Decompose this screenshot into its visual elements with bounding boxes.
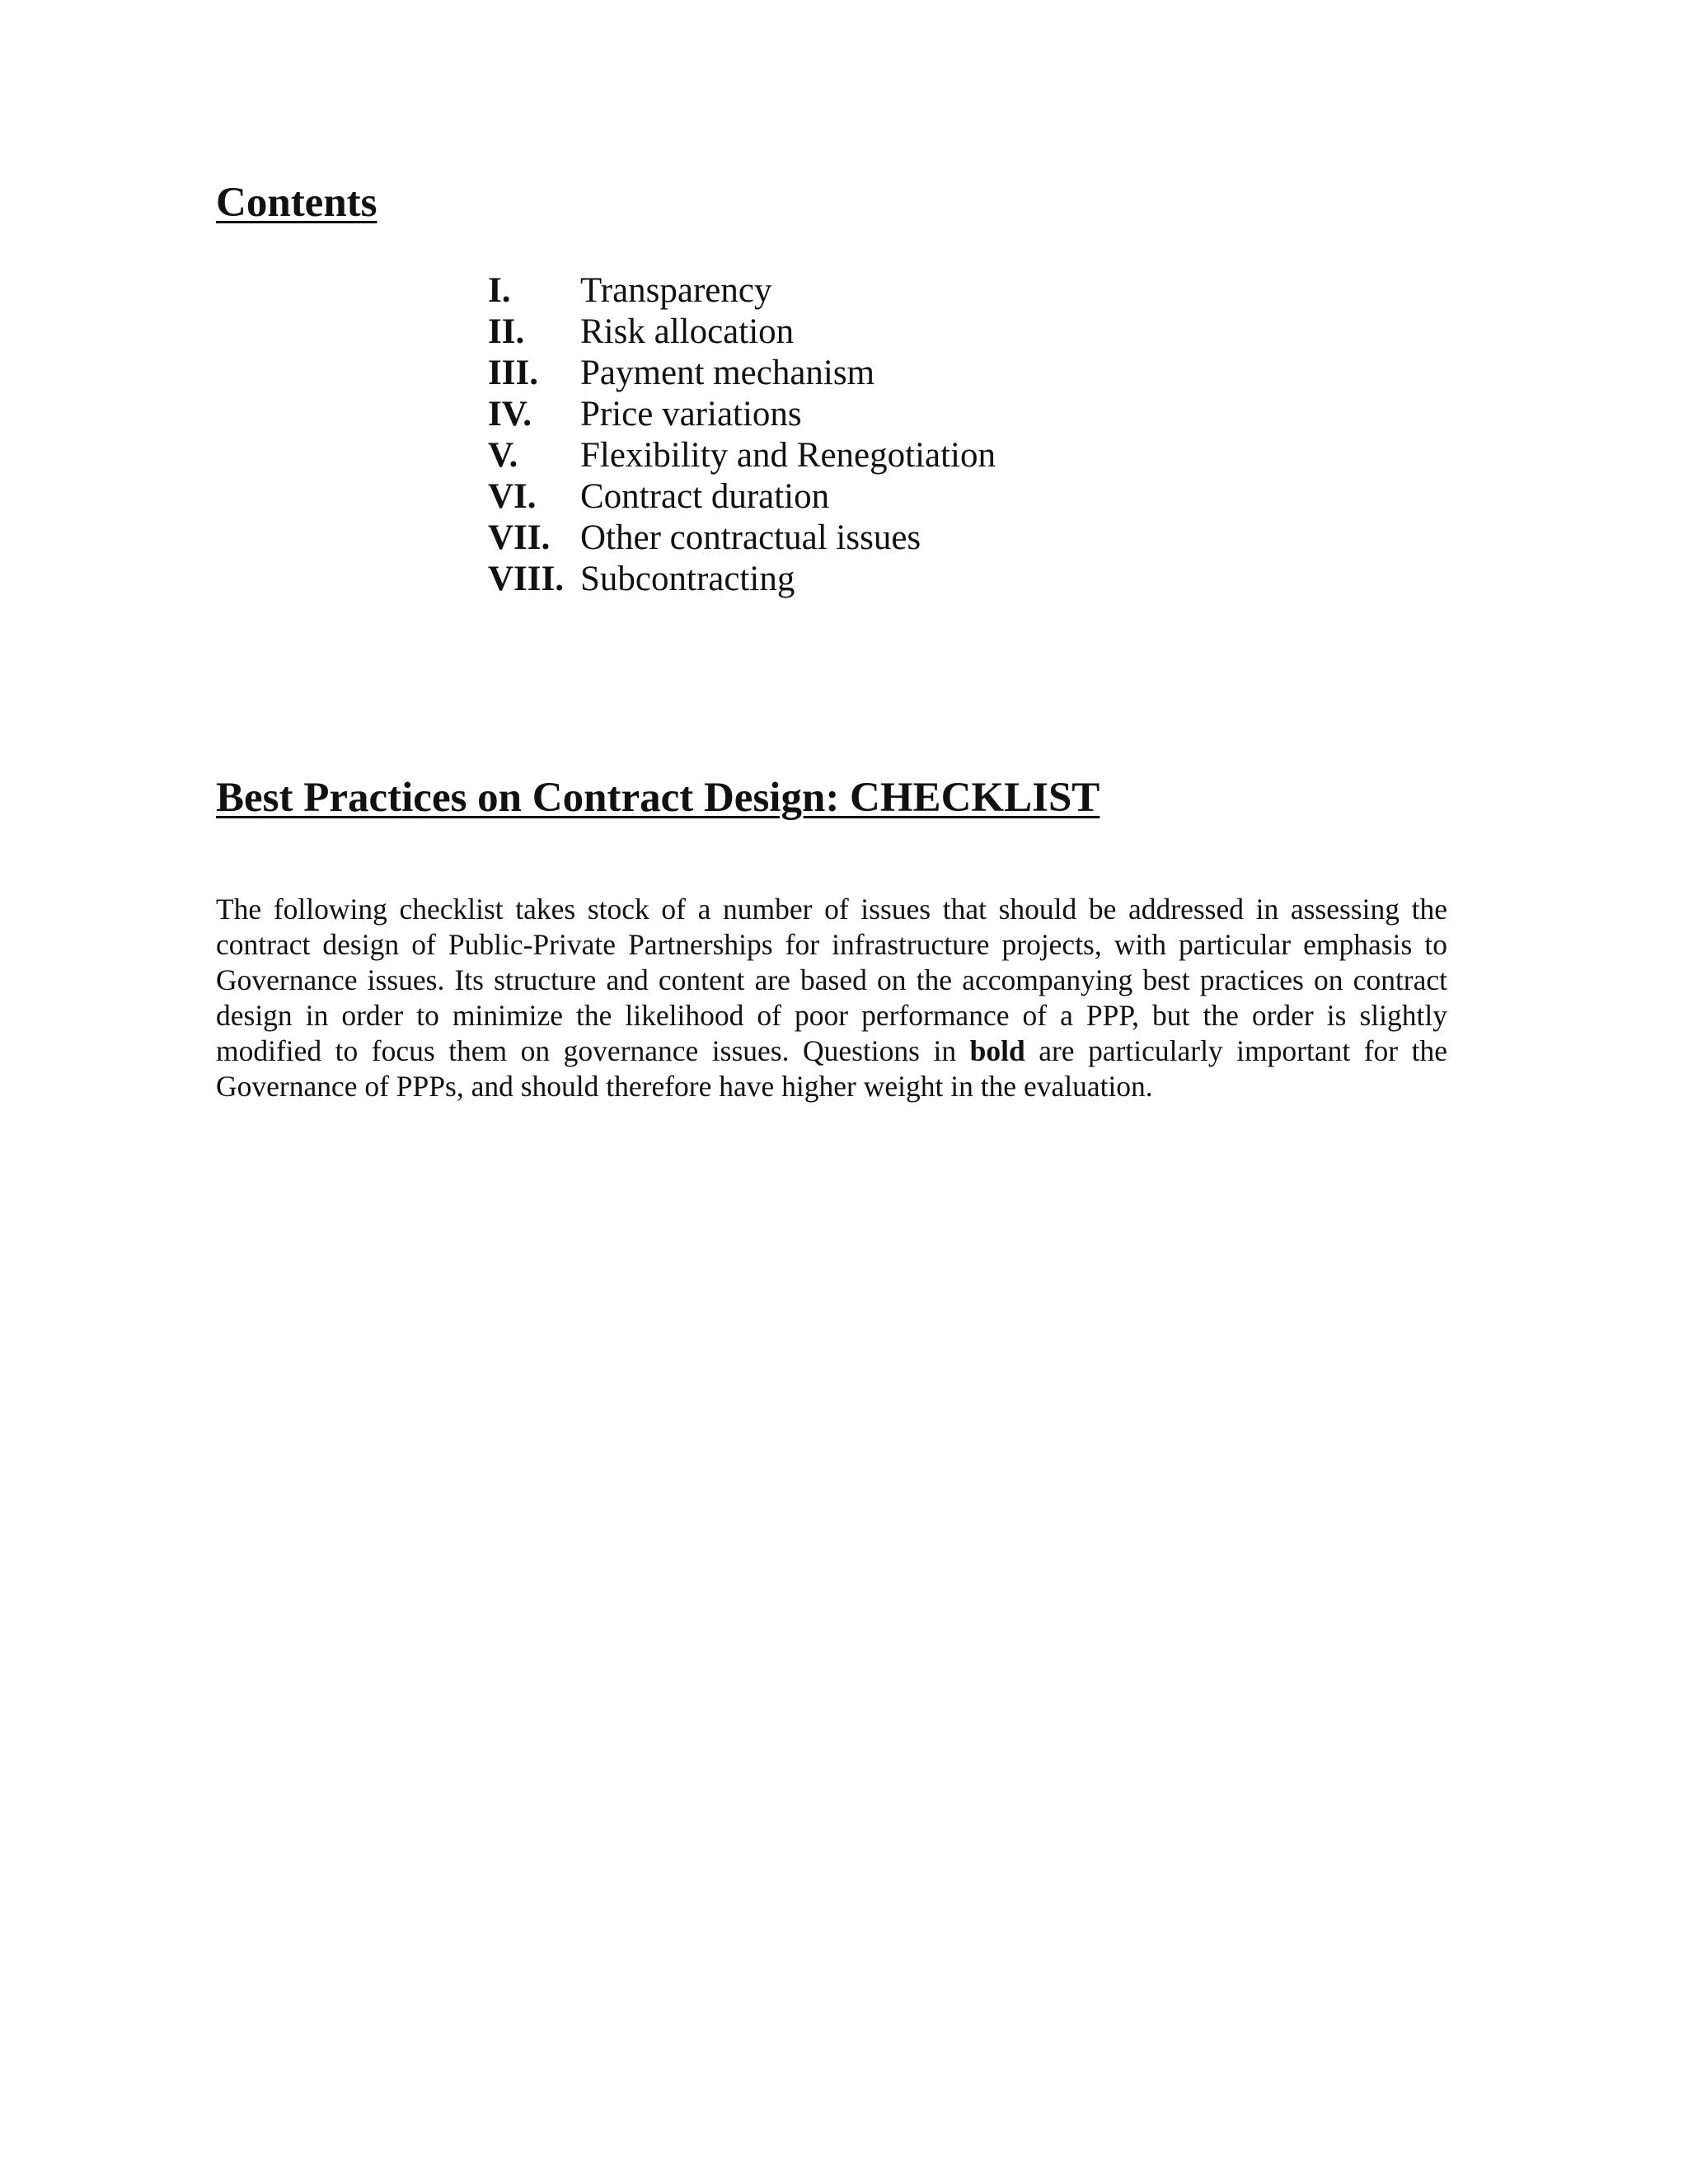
toc-item-number: VIII.: [488, 559, 565, 598]
toc-item-payment-mechanism: [488, 352, 996, 393]
toc-item-subcontracting: [488, 558, 996, 599]
toc-item-label: Transparency: [580, 270, 772, 310]
toc-item-number: III.: [488, 353, 538, 392]
intro-paragraph: [216, 892, 1447, 1104]
checklist-heading: Best Practices on Contract Design: CHECKLIST: [216, 775, 1100, 821]
toc-item-contract-duration: [488, 476, 996, 517]
toc-item-price-variations: [488, 393, 996, 434]
toc-item-label: Contract duration: [580, 476, 830, 516]
intro-bold-word: bold: [969, 1034, 1025, 1067]
toc-item-number: I.: [488, 270, 511, 310]
toc-item-transparency: [488, 269, 996, 311]
toc-item-number: VII.: [488, 518, 551, 557]
contents-heading: Contents: [216, 180, 377, 226]
toc-item-label: Flexibility and Renegotiation: [580, 435, 996, 475]
toc-item-number: VI.: [488, 476, 537, 516]
toc-item-label: Risk allocation: [580, 312, 795, 351]
toc-item-label: Subcontracting: [580, 559, 795, 598]
table-of-contents: [488, 269, 996, 599]
toc-item-other-issues: [488, 517, 996, 558]
intro-text-start: The following checklist takes stock of a number of issues that should be addressed in assessing the contract design of Public-Private Partnerships for infrastructure projects, with particular emphasis to Governance issues. Its structure and content are based on the accompanying best practices on contract design in order to minimize the likelihood of poor performance of a PPP, but the order is slightly modified to focus them on governance issues. Questions in: [216, 893, 1447, 1067]
toc-item-label: Other contractual issues: [580, 518, 921, 557]
toc-item-number: V.: [488, 435, 518, 475]
toc-item-risk-allocation: [488, 311, 996, 352]
toc-item-number: II.: [488, 312, 525, 351]
toc-item-label: Payment mechanism: [580, 353, 875, 392]
toc-item-label: Price variations: [580, 394, 802, 434]
toc-item-number: IV.: [488, 394, 532, 434]
toc-item-flexibility: [488, 434, 996, 476]
intro-text-end: are particularly important for the Governance of PPPs, and should therefore have higher weight in the evaluation.: [216, 1034, 1447, 1103]
